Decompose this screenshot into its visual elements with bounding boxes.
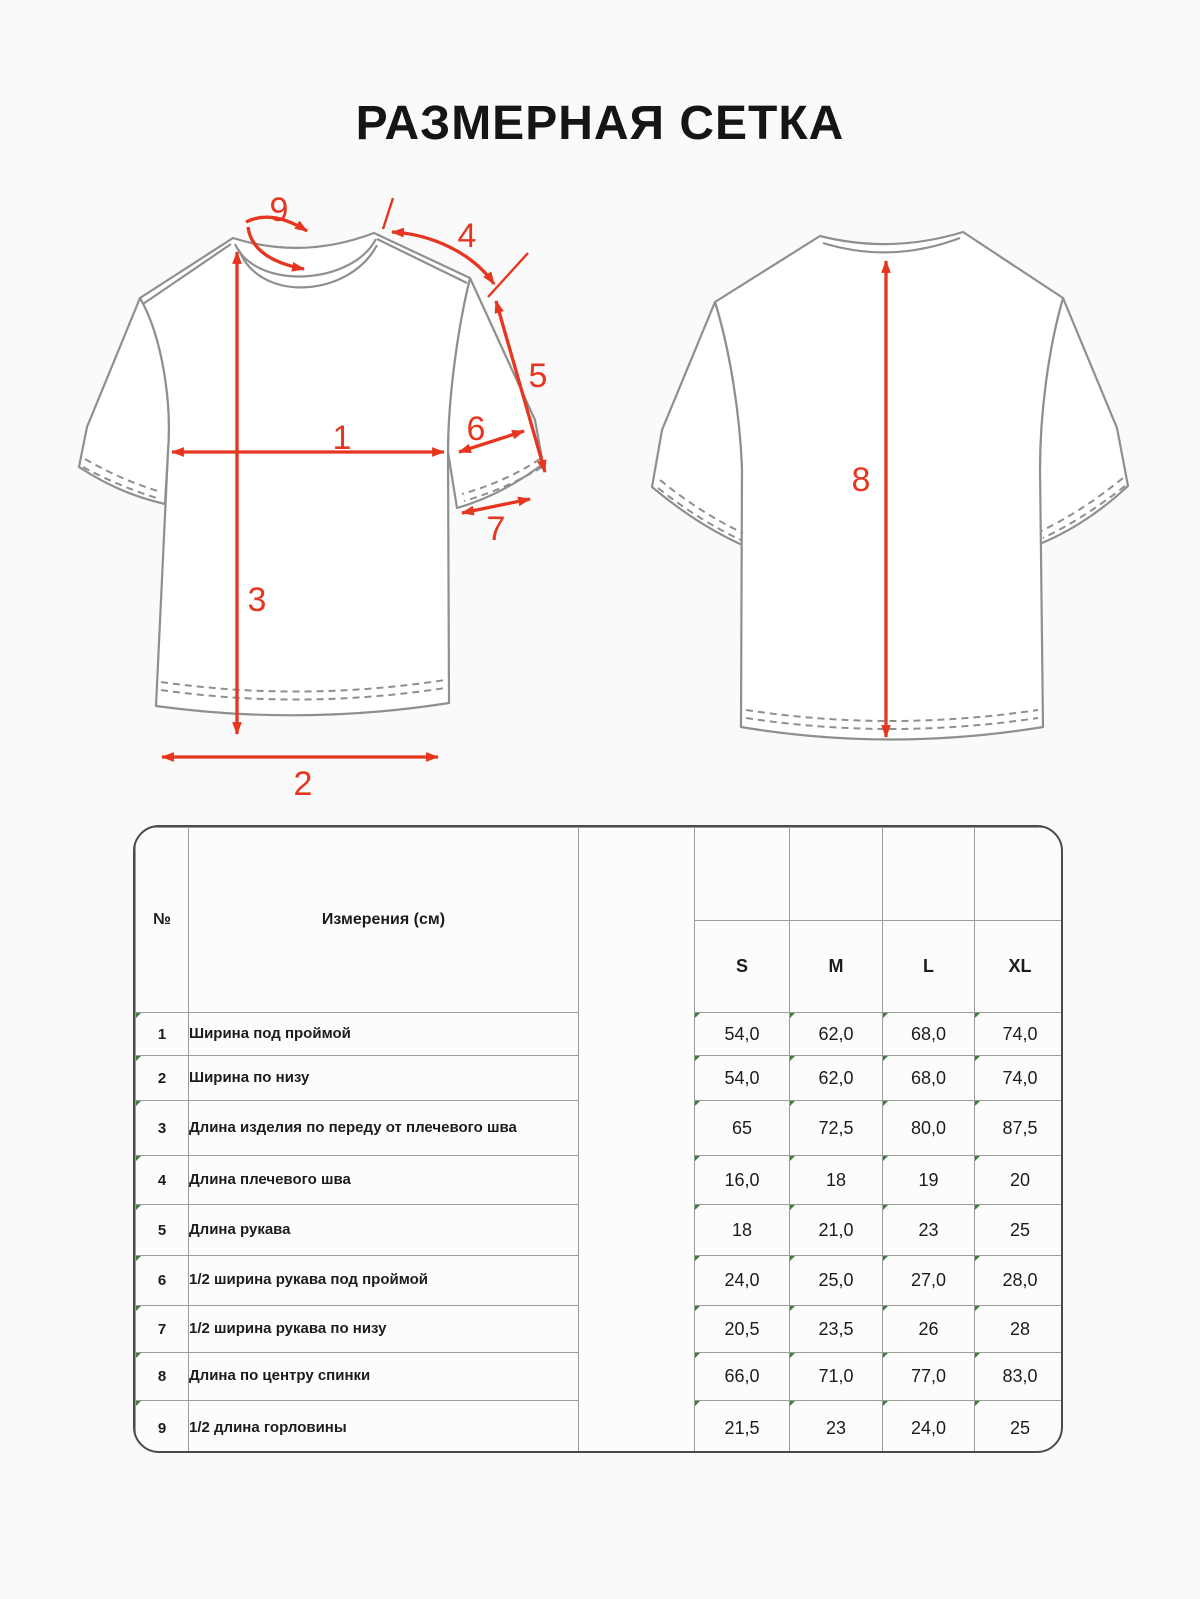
value-m: 62,0 <box>790 1056 883 1101</box>
measurement-label: Длина рукава <box>189 1205 579 1256</box>
value-xl: 83,0 <box>975 1353 1064 1401</box>
row-number: 8 <box>136 1353 189 1401</box>
header-size-m: M <box>790 921 883 1013</box>
page-title: РАЗМЕРНАЯ СЕТКА <box>355 97 845 150</box>
dimension-tick-4a <box>383 198 393 229</box>
row-number: 4 <box>136 1156 189 1205</box>
value-s: 21,5 <box>695 1401 790 1454</box>
value-l: 23 <box>883 1205 975 1256</box>
dimension-label-2: 2 <box>293 765 313 803</box>
measurement-label: Длина изделия по переду от плечевого шва <box>189 1101 579 1156</box>
value-xl: 28 <box>975 1306 1064 1353</box>
dimension-label-1: 1 <box>332 419 352 457</box>
measurement-label: Длина плечевого шва <box>189 1156 579 1205</box>
value-xl: 25 <box>975 1401 1064 1454</box>
value-l: 77,0 <box>883 1353 975 1401</box>
value-m: 23,5 <box>790 1306 883 1353</box>
row-number: 5 <box>136 1205 189 1256</box>
value-s: 66,0 <box>695 1353 790 1401</box>
value-s: 54,0 <box>695 1013 790 1056</box>
dimension-tick-4b <box>488 253 528 297</box>
value-xl: 28,0 <box>975 1256 1064 1306</box>
value-xl: 20 <box>975 1156 1064 1205</box>
value-xl: 25 <box>975 1205 1064 1256</box>
header-blank-cell <box>883 828 975 921</box>
row-number: 2 <box>136 1056 189 1101</box>
dimension-label-8: 8 <box>851 461 871 499</box>
value-l: 80,0 <box>883 1101 975 1156</box>
value-m: 21,0 <box>790 1205 883 1256</box>
measurement-label: Ширина по низу <box>189 1056 579 1101</box>
row-number: 3 <box>136 1101 189 1156</box>
value-l: 68,0 <box>883 1056 975 1101</box>
value-s: 16,0 <box>695 1156 790 1205</box>
dimension-label-5: 5 <box>528 357 548 395</box>
value-s: 65 <box>695 1101 790 1156</box>
value-s: 54,0 <box>695 1056 790 1101</box>
value-xl: 74,0 <box>975 1056 1064 1101</box>
value-xl: 74,0 <box>975 1013 1064 1056</box>
measurement-label: 1/2 ширина рукава под проймой <box>189 1256 579 1306</box>
row-number: 6 <box>136 1256 189 1306</box>
header-blank-cell <box>790 828 883 921</box>
value-m: 62,0 <box>790 1013 883 1056</box>
row-number: 9 <box>136 1401 189 1454</box>
value-l: 27,0 <box>883 1256 975 1306</box>
header-blank-cell <box>975 828 1064 921</box>
measurement-label: Ширина под проймой <box>189 1013 579 1056</box>
measurement-label: 1/2 длина горловины <box>189 1401 579 1454</box>
dimension-label-9: 9 <box>269 191 289 229</box>
value-m: 23 <box>790 1401 883 1454</box>
header-size-l: L <box>883 921 975 1013</box>
header-number-column: № <box>136 828 189 1013</box>
value-s: 18 <box>695 1205 790 1256</box>
header-blank-cell <box>695 828 790 921</box>
measurement-label: Длина по центру спинки <box>189 1353 579 1401</box>
spacer-column <box>579 828 695 1454</box>
header-measurements-column: Измерения (см) <box>189 828 579 1013</box>
dimension-label-4: 4 <box>457 217 477 255</box>
front-body <box>140 233 470 715</box>
header-size-s: S <box>695 921 790 1013</box>
dimension-label-6: 6 <box>466 410 486 448</box>
front-tshirt-drawing <box>79 233 543 715</box>
value-xl: 87,5 <box>975 1101 1064 1156</box>
value-l: 19 <box>883 1156 975 1205</box>
value-m: 25,0 <box>790 1256 883 1306</box>
size-table <box>135 827 1063 1453</box>
row-number: 1 <box>136 1013 189 1056</box>
value-l: 26 <box>883 1306 975 1353</box>
back-tshirt-drawing <box>652 232 1128 740</box>
header-size-xl: XL <box>975 921 1064 1013</box>
value-l: 68,0 <box>883 1013 975 1056</box>
measurement-label: 1/2 ширина рукава по низу <box>189 1306 579 1353</box>
row-number: 7 <box>136 1306 189 1353</box>
dimension-label-3: 3 <box>247 581 267 619</box>
value-m: 72,5 <box>790 1101 883 1156</box>
value-m: 71,0 <box>790 1353 883 1401</box>
size-table-container <box>133 825 1063 1453</box>
value-s: 24,0 <box>695 1256 790 1306</box>
value-s: 20,5 <box>695 1306 790 1353</box>
value-m: 18 <box>790 1156 883 1205</box>
back-body <box>715 232 1063 740</box>
value-l: 24,0 <box>883 1401 975 1454</box>
dimension-label-7: 7 <box>486 510 506 548</box>
